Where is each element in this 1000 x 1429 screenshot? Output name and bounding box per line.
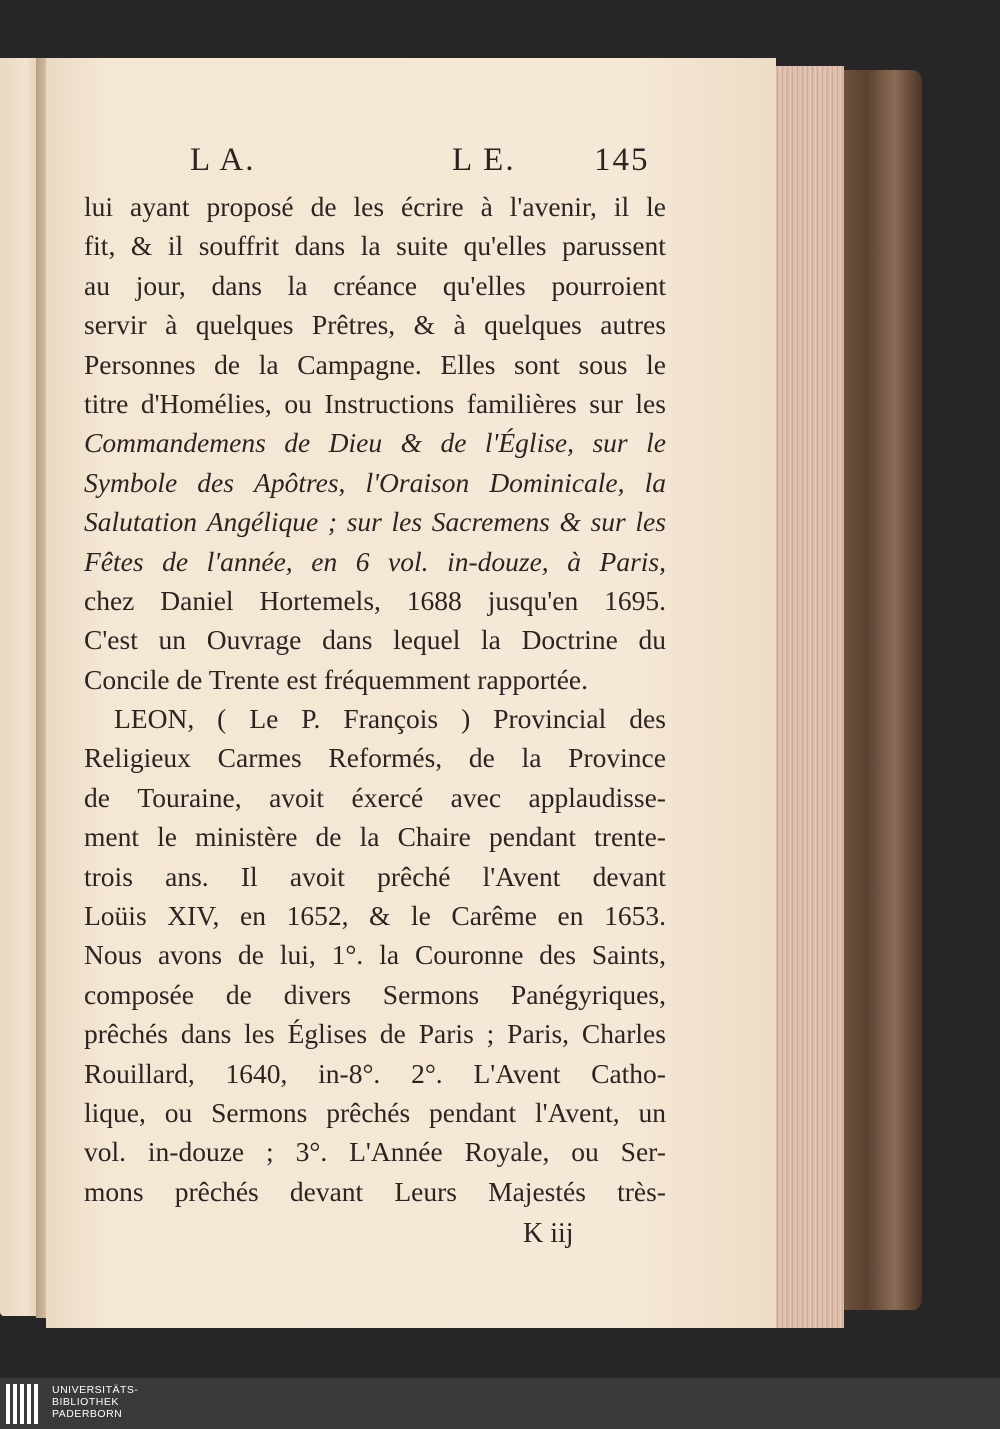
- text-line: Personnes de la Campagne. Elles sont sous le: [84, 348, 666, 380]
- text-line: servir à quelques Prêtres, & à quelques autres: [84, 309, 666, 341]
- text-line: titre d'Homélies, ou Instructions familières sur les: [84, 387, 666, 419]
- logo-line: BIBLIOTHEK: [52, 1396, 119, 1408]
- text-line: lique, ou Sermons prêchés pendant l'Avent, un: [84, 1096, 666, 1128]
- text-line: Nous avons de lui, 1°. la Couronne des Saints,: [84, 939, 666, 971]
- text-line: prêchés dans les Églises de Paris ; Paris, Charles: [84, 1018, 666, 1050]
- text-line: fit, & il souffrit dans la suite qu'elles parussent: [84, 230, 666, 262]
- text-line: LEON, ( Le P. François ) Provincial des: [114, 703, 666, 735]
- text-line: C'est un Ouvrage dans lequel la Doctrine du: [84, 624, 666, 656]
- header-mid: L E.: [452, 142, 516, 178]
- text-line: Commandemens de Dieu & de l'Église, sur le: [84, 427, 666, 459]
- logo-line: UNIVERSITÄTS-: [52, 1384, 139, 1396]
- library-footer-bar: [0, 1378, 1000, 1429]
- text-line: chez Daniel Hortemels, 1688 jusqu'en 1695.: [84, 584, 666, 616]
- text-line: mons prêchés devant Leurs Majestés très-: [84, 1175, 666, 1207]
- text-line: trois ans. Il avoit prêché l'Avent devant: [84, 860, 666, 892]
- text-line: Salutation Angélique ; sur les Sacremens & sur les: [84, 506, 666, 538]
- text-line: au jour, dans la créance qu'elles pourroient: [84, 269, 666, 301]
- header-left: L A.: [190, 142, 256, 178]
- running-header: [190, 142, 670, 186]
- text-line: Symbole des Apôtres, l'Oraison Dominicale, la: [84, 466, 666, 498]
- text-line: Fêtes de l'année, en 6 vol. in-douze, à Paris,: [84, 545, 666, 577]
- text-line: composée de divers Sermons Panégyriques,: [84, 978, 666, 1010]
- library-logo-text: [52, 1384, 138, 1420]
- text-line: vol. in-douze ; 3°. L'Année Royale, ou Ser-: [84, 1136, 666, 1168]
- page-edges: [764, 66, 844, 1328]
- signature-mark: K iij: [523, 1218, 574, 1249]
- text-line: de Touraine, avoit éxercé avec applaudisse-: [84, 781, 666, 813]
- page-number: 145: [594, 142, 650, 178]
- text-line: Religieux Carmes Reformés, de la Province: [84, 742, 666, 774]
- text-line: Rouillard, 1640, in-8°. 2°. L'Avent Catho-: [84, 1057, 666, 1089]
- text-line: Concile de Trente est fréquemment rapportée.: [84, 663, 589, 695]
- text-line: lui ayant proposé de les écrire à l'avenir, il le: [84, 191, 666, 222]
- body-text: [84, 187, 666, 1211]
- text-line: ment le ministère de la Chaire pendant trente-: [84, 821, 666, 853]
- logo-line: PADERBORN: [52, 1408, 123, 1420]
- text-line: Loüis XIV, en 1652, & le Carême en 1653.: [84, 900, 666, 932]
- library-logo-icon: [6, 1384, 42, 1424]
